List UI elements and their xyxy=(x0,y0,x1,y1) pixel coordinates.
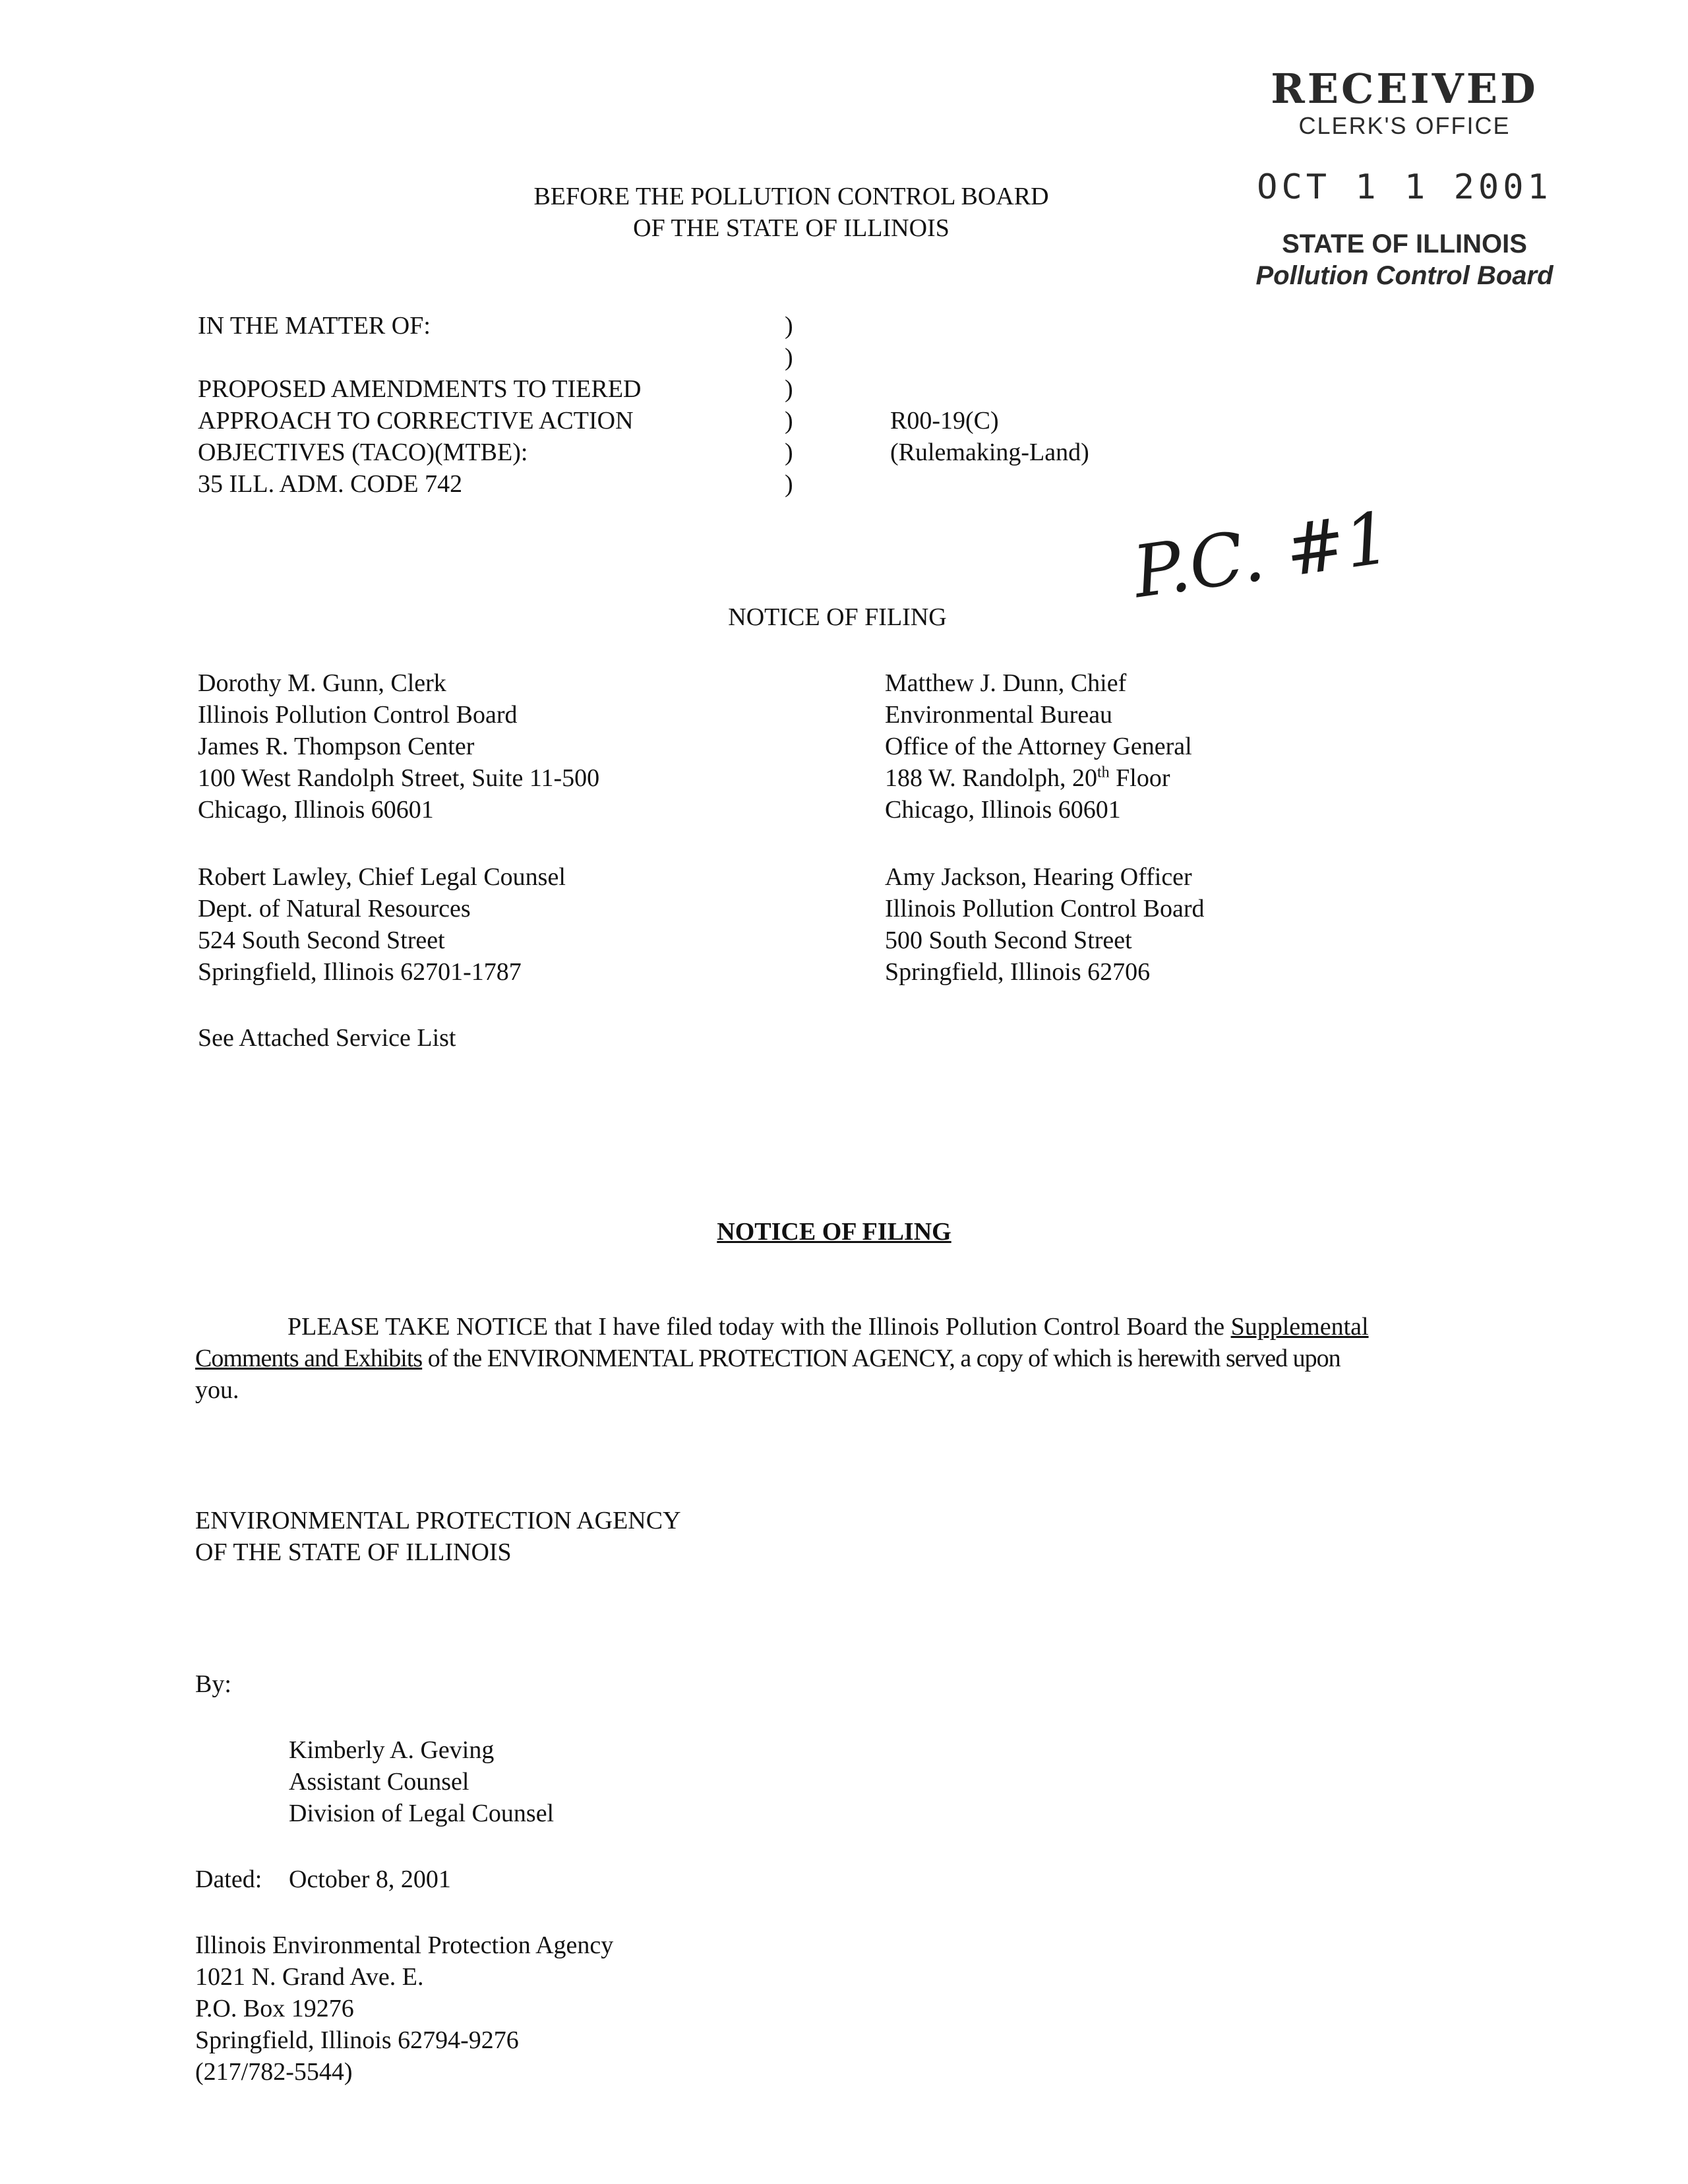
caption-line: PROPOSED AMENDMENTS TO TIERED xyxy=(198,375,642,403)
recipient-line: Springfield, Illinois 62701-1787 xyxy=(198,958,522,986)
recipient-line: James R. Thompson Center xyxy=(198,733,475,760)
address-line: Illinois Environmental Protection Agency xyxy=(195,1931,614,1959)
header-line-1: BEFORE THE POLLUTION CONTROL BOARD xyxy=(533,183,1049,210)
document-header xyxy=(462,181,1121,244)
paragraph-line-1 xyxy=(195,1311,1474,1343)
service-list-note: See Attached Service List xyxy=(198,1024,456,1052)
recipient-gunn xyxy=(198,667,599,826)
stamp-board: Pollution Control Board xyxy=(1255,261,1553,290)
caption-title xyxy=(198,373,641,500)
received-stamp xyxy=(1233,66,1576,291)
signature-block xyxy=(289,1734,554,1829)
stamp-date: OCT 1 1 2001 xyxy=(1257,167,1552,207)
address-floor: Floor xyxy=(1109,764,1170,792)
dated-label: Dated: xyxy=(195,1866,262,1893)
recipient-line: Dept. of Natural Resources xyxy=(198,895,471,923)
stamp-received: RECEIVED xyxy=(1271,65,1538,113)
caption-line: 35 ILL. ADM. CODE 742 xyxy=(198,470,463,498)
signer-name: Kimberly A. Geving xyxy=(289,1736,495,1764)
recipient-line: Chicago, Illinois 60601 xyxy=(198,796,434,824)
address-line: 1021 N. Grand Ave. E. xyxy=(195,1963,424,1991)
recipient-line: Chicago, Illinois 60601 xyxy=(885,796,1121,824)
recipient-line: Office of the Attorney General xyxy=(885,733,1192,760)
handwritten-note: P.C. #1 xyxy=(1128,497,1396,615)
recipient-line: Matthew J. Dunn, Chief xyxy=(885,669,1127,697)
recipient-line: Dorothy M. Gunn, Clerk xyxy=(198,669,446,697)
header-line-2: OF THE STATE OF ILLINOIS xyxy=(633,214,950,242)
recipient-jackson xyxy=(885,861,1205,988)
recipient-line: Environmental Bureau xyxy=(885,701,1113,729)
recipient-lawley xyxy=(198,861,566,988)
recipient-line xyxy=(885,762,1192,794)
address-line: Springfield, Illinois 62794-9276 xyxy=(195,2026,519,2054)
docket-type: (Rulemaking-Land) xyxy=(890,439,1089,466)
paren: ) xyxy=(785,470,793,498)
recipient-line: Illinois Pollution Control Board xyxy=(198,701,518,729)
stamp-state: STATE OF ILLINOIS xyxy=(1282,229,1527,258)
paragraph-rest: of the ENVIRONMENTAL PROTECTION AGENCY, a copy of which is herewith served upon xyxy=(422,1345,1341,1372)
agency-name xyxy=(195,1505,681,1568)
agency-line: ENVIRONMENTAL PROTECTION AGENCY xyxy=(195,1507,681,1534)
caption-matter: IN THE MATTER OF: xyxy=(198,312,431,340)
recipient-line: 500 South Second Street xyxy=(885,926,1132,954)
supplemental-text: Supplemental xyxy=(1230,1313,1369,1341)
recipient-line: 524 South Second Street xyxy=(198,926,445,954)
dated-value: October 8, 2001 xyxy=(289,1866,451,1893)
notice-heading-2: NOTICE OF FILING xyxy=(717,1218,951,1246)
address-sup: th xyxy=(1097,764,1110,781)
caption-line: APPROACH TO CORRECTIVE ACTION xyxy=(198,407,634,435)
caption-parentheses xyxy=(785,310,793,500)
paragraph-line-2 xyxy=(195,1343,1474,1374)
address-street: 188 W. Randolph, 20 xyxy=(885,764,1097,792)
recipient-line: 100 West Randolph Street, Suite 11-500 xyxy=(198,764,600,792)
recipient-line: Illinois Pollution Control Board xyxy=(885,895,1205,923)
recipient-line: Robert Lawley, Chief Legal Counsel xyxy=(198,863,566,891)
stamp-office: CLERK'S OFFICE xyxy=(1298,112,1511,139)
paren: ) xyxy=(785,375,793,403)
agency-line: OF THE STATE OF ILLINOIS xyxy=(195,1538,512,1566)
notice-heading: NOTICE OF FILING xyxy=(728,603,947,631)
agency-address xyxy=(195,1929,613,2088)
address-line: (217/782-5544) xyxy=(195,2058,353,2086)
recipient-line: Amy Jackson, Hearing Officer xyxy=(885,863,1192,891)
paren: ) xyxy=(785,312,793,340)
recipient-dunn xyxy=(885,667,1192,826)
signer-division: Division of Legal Counsel xyxy=(289,1800,555,1827)
notice-paragraph xyxy=(195,1311,1474,1406)
paren: ) xyxy=(785,407,793,435)
address-line: P.O. Box 19276 xyxy=(195,1995,354,2022)
paragraph-intro: PLEASE TAKE NOTICE that I have filed today with the Illinois Pollution Control Board the xyxy=(287,1313,1231,1341)
by-label: By: xyxy=(195,1670,231,1698)
signer-title: Assistant Counsel xyxy=(289,1768,469,1796)
paren: ) xyxy=(785,344,793,371)
paragraph-end: you. xyxy=(195,1376,239,1404)
docket xyxy=(890,405,1089,468)
caption-line: OBJECTIVES (TACO)(MTBE): xyxy=(198,439,528,466)
paren: ) xyxy=(785,439,793,466)
recipient-line: Springfield, Illinois 62706 xyxy=(885,958,1151,986)
comments-exhibits-text: Comments and Exhibits xyxy=(195,1345,423,1372)
docket-number: R00-19(C) xyxy=(890,407,999,435)
